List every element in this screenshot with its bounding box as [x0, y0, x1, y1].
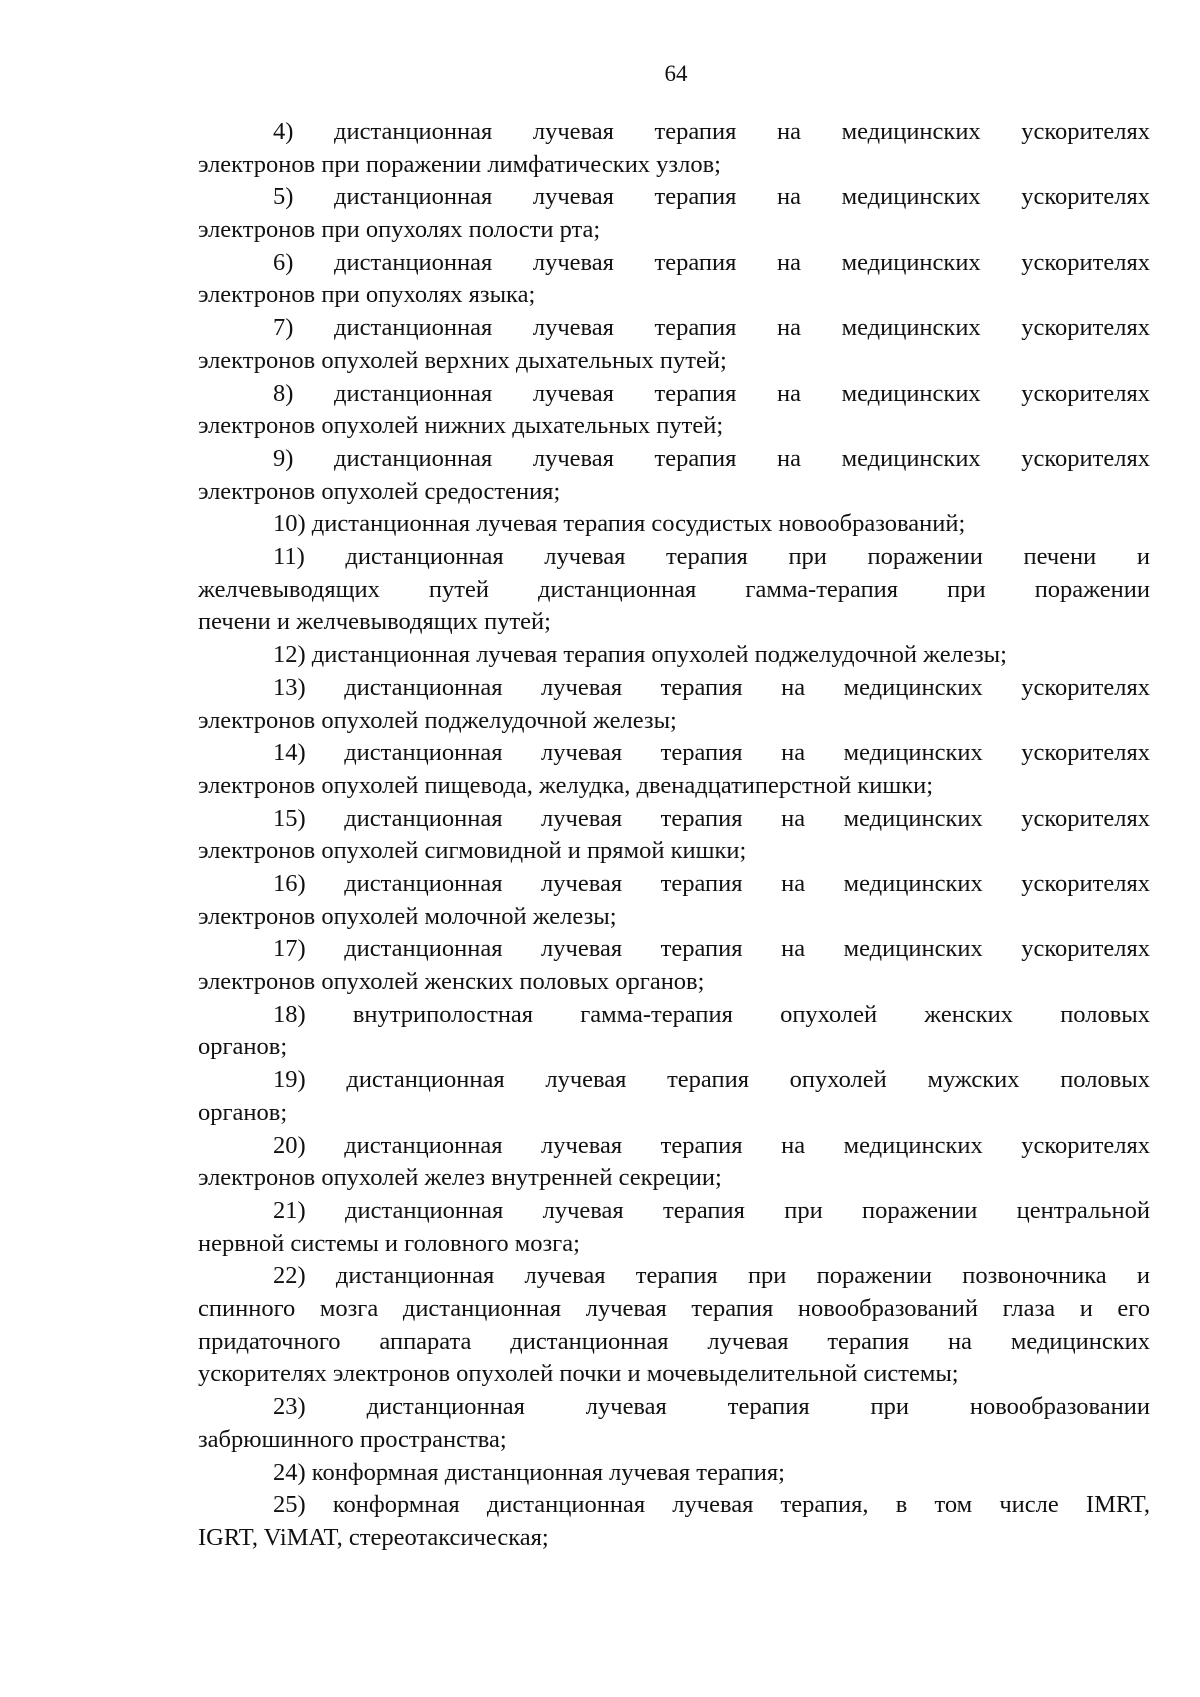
list-item	[198, 999, 1150, 1064]
list-item	[198, 737, 1150, 802]
list-item	[198, 181, 1150, 246]
list-item	[198, 868, 1150, 933]
text-line: 6) дистанционная лучевая терапия на медицинских ускорителях	[273, 248, 1150, 276]
list-item	[198, 803, 1150, 868]
list-item	[198, 1130, 1150, 1195]
text-line: 16) дистанционная лучевая терапия на медицинских ускорителях	[273, 870, 1150, 897]
list-item	[198, 116, 1150, 181]
list-item	[198, 1391, 1150, 1456]
list-item	[198, 443, 1150, 508]
text-line: желчевыводящих путей дистанционная гамма-терапия при поражении	[198, 575, 1150, 603]
text-line: печени и желчевыводящих путей;	[198, 608, 551, 636]
text-line: 14) дистанционная лучевая терапия на медицинских ускорителях	[273, 739, 1150, 767]
text-line: 18) внутриполостная гамма-терапия опухолей женских половых	[273, 1000, 1150, 1028]
text-line: органов;	[198, 1033, 288, 1061]
text-line: спинного мозга дистанционная лучевая терапия новообразований глаза и его	[198, 1295, 1150, 1323]
text-line: электронов опухолей нижних дыхательных путей;	[198, 412, 724, 440]
list-item	[198, 508, 1150, 541]
text-line: 10) дистанционная лучевая терапия сосудистых новообразований;	[273, 510, 966, 538]
text-line: электронов опухолей средостения;	[198, 477, 561, 505]
page-number: 64	[664, 61, 688, 86]
list-item	[198, 1064, 1150, 1129]
text-line: IGRT, ViMAT, стереотаксическая;	[198, 1523, 549, 1551]
text-line: 5) дистанционная лучевая терапия на медицинских ускорителях	[273, 183, 1150, 211]
list-item	[198, 1260, 1150, 1391]
text-line: электронов опухолей пищевода, желудка, двенадцатиперстной кишки;	[198, 771, 934, 799]
document-body	[198, 116, 1150, 1555]
text-line: электронов опухолей молочной железы;	[198, 902, 617, 930]
text-line: органов;	[198, 1098, 288, 1126]
text-line: 22) дистанционная лучевая терапия при поражении позвоночника и	[273, 1262, 1150, 1290]
list-item	[198, 1457, 1150, 1490]
text-line: придаточного аппарата дистанционная лучевая терапия на медицинских	[198, 1327, 1150, 1355]
text-line: ускорителях электронов опухолей почки и мочевыделительной системы;	[198, 1360, 959, 1388]
text-line: электронов при опухолях языка;	[198, 281, 536, 309]
text-line: 24) конформная дистанционная лучевая терапия;	[273, 1458, 785, 1486]
text-line: 9) дистанционная лучевая терапия на медицинских ускорителях	[273, 444, 1150, 472]
text-line: забрюшинного пространства;	[198, 1425, 507, 1453]
list-item	[198, 639, 1150, 672]
list-item	[198, 1489, 1150, 1554]
text-line: 23) дистанционная лучевая терапия при новообразовании	[273, 1393, 1150, 1421]
text-line: 7) дистанционная лучевая терапия на медицинских ускорителях	[273, 314, 1150, 342]
list-item	[198, 541, 1150, 639]
text-line: 21) дистанционная лучевая терапия при поражении центральной	[273, 1196, 1150, 1224]
text-line: 17) дистанционная лучевая терапия на медицинских ускорителях	[273, 935, 1150, 963]
text-line: 25) конформная дистанционная лучевая терапия, в том числе IMRT,	[273, 1491, 1150, 1519]
text-line: 13) дистанционная лучевая терапия на медицинских ускорителях	[273, 673, 1150, 701]
list-item	[198, 672, 1150, 737]
text-line: 19) дистанционная лучевая терапия опухолей мужских половых	[273, 1066, 1150, 1094]
text-line: электронов опухолей поджелудочной железы;	[198, 706, 677, 734]
text-line: 15) дистанционная лучевая терапия на медицинских ускорителях	[273, 804, 1150, 832]
text-line: электронов опухолей сигмовидной и прямой кишки;	[198, 837, 747, 865]
text-line: электронов опухолей женских половых органов;	[198, 968, 705, 996]
text-line: электронов опухолей верхних дыхательных путей;	[198, 346, 727, 374]
list-item	[198, 247, 1150, 312]
text-line: 20) дистанционная лучевая терапия на медицинских ускорителях	[273, 1131, 1150, 1159]
text-line: 4) дистанционная лучевая терапия на медицинских ускорителях	[273, 118, 1150, 145]
text-line: 8) дистанционная лучевая терапия на медицинских ускорителях	[273, 379, 1150, 407]
text-line: электронов опухолей желез внутренней секреции;	[198, 1164, 722, 1192]
text-line: 11) дистанционная лучевая терапия при поражении печени и	[273, 543, 1150, 571]
text-line: 12) дистанционная лучевая терапия опухолей поджелудочной железы;	[273, 641, 1007, 669]
list-item	[198, 378, 1150, 443]
list-item	[198, 933, 1150, 998]
list-item	[198, 1195, 1150, 1260]
list-item	[198, 312, 1150, 377]
text-line: электронов при поражении лимфатических узлов;	[198, 150, 721, 178]
text-line: нервной системы и головного мозга;	[198, 1229, 580, 1257]
text-line: электронов при опухолях полости рта;	[198, 216, 601, 244]
